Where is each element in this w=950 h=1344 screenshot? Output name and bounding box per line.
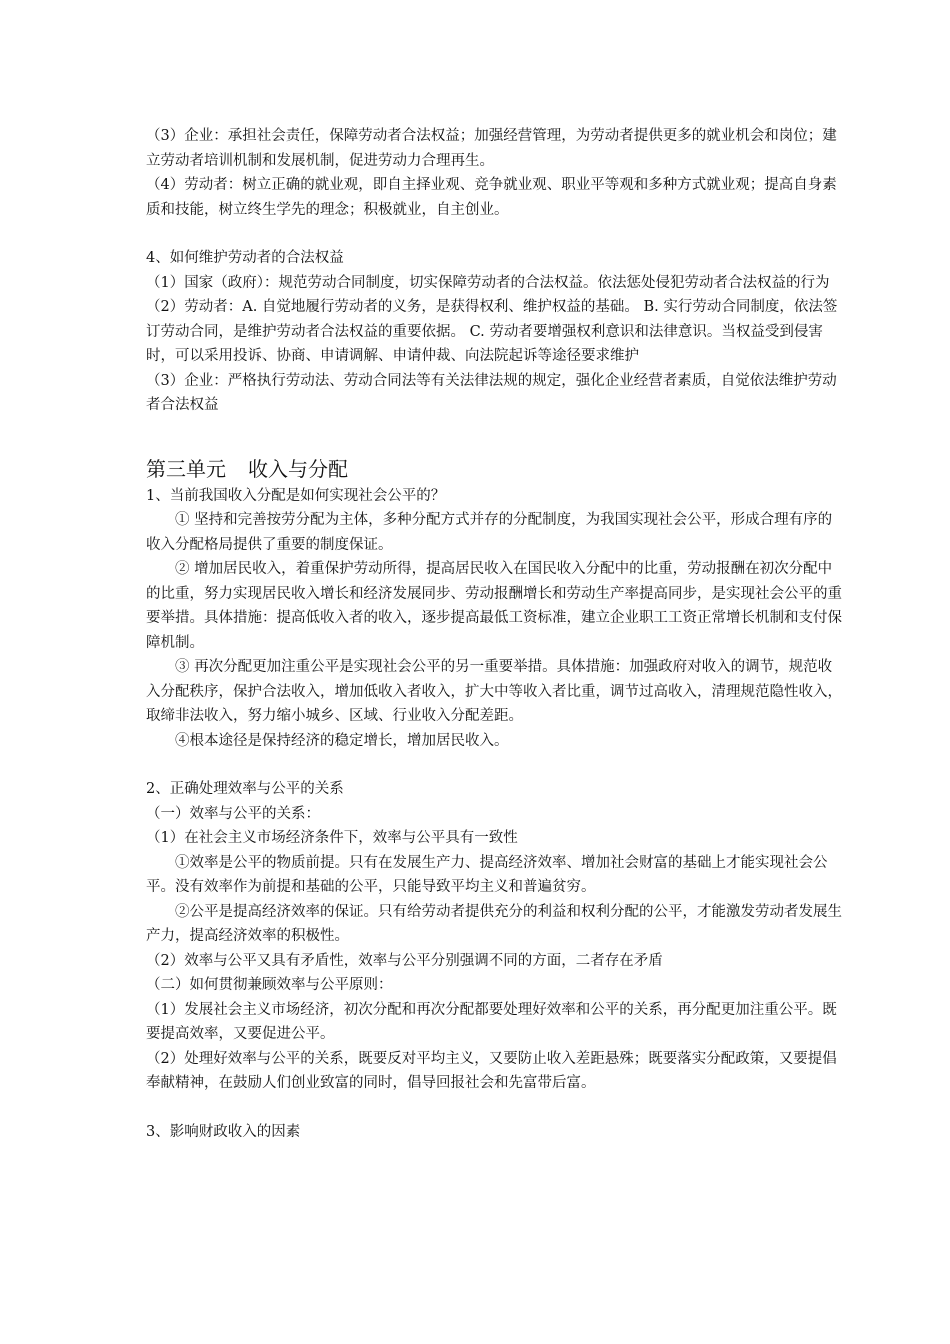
unit-number: 第三单元 bbox=[146, 456, 226, 481]
paragraph: （2）处理好效率与公平的关系，既要反对平均主义，又要防止收入差距悬殊；既要落实分配政策，又要提倡奉献精神，在鼓励人们创业致富的同时，倡导回报社会和先富带后富。 bbox=[146, 1050, 837, 1091]
document-page bbox=[146, 124, 846, 1144]
list-item: ① 坚持和完善按劳分配为主体，多种分配方式并存的分配制度，为我国实现社会公平，形成合理有序的收入分配格局提供了重要的制度保证。 bbox=[146, 512, 833, 553]
question-heading: 3、影响财政收入的因素 bbox=[146, 1123, 301, 1140]
question-heading: 1、当前我国收入分配是如何实现社会公平的？ bbox=[146, 487, 446, 504]
section-heading: 4、如何维护劳动者的合法权益 bbox=[146, 250, 344, 266]
paragraph: （2）劳动者：A. 自觉地履行劳动者的义务，是获得权利、维护权益的基础。 B. 实行劳动合同制度，依法签订劳动合同，是维护劳动者合法权益的重要依据。 C. 劳动者要增强权利意识和法律意识。当权益受到侵害时，可以采用投诉、协商、申请调解、申请仲裁、向法院起诉等途径要求维护 bbox=[146, 299, 838, 364]
sub-heading: （一）效率与公平的关系： bbox=[146, 805, 320, 822]
paragraph: （3）企业：严格执行劳动法、劳动合同法等有关法律法规的规定，强化企业经营者素质，自觉依法维护劳动者合法权益 bbox=[146, 372, 837, 413]
list-item: ④根本途径是保持经济的稳定增长，增加居民收入。 bbox=[175, 732, 509, 749]
paragraph: （1）发展社会主义市场经济，初次分配和再次分配都要处理好效率和公平的关系，再分配更加注重公平。既要提高效率，又要促进公平。 bbox=[146, 1001, 837, 1042]
sub-heading: （二）如何贯彻兼顾效率与公平原则： bbox=[146, 977, 393, 993]
unit-title bbox=[146, 454, 846, 484]
list-item: ③ 再次分配更加注重公平是实现社会公平的另一重要举措。具体措施：加强政府对收入的调节，规范收入分配秩序，保护合法收入，增加低收入者收入，扩大中等收入者比重，调节过高收入，清理规范隐性收入，取缔非法收入，努力缩小城乡、区域、行业收入分配差距。 bbox=[146, 659, 842, 724]
list-item: ② 增加居民收入，着重保护劳动所得，提高居民收入在国民收入分配中的比重，劳动报酬在初次分配中的比重，努力实现居民收入增长和经济发展同步、劳动报酬增长和劳动生产率提高同步，是实现社会公平的重要举措。具体措施：提高低收入者的收入，逐步提高最低工资标准，建立企业职工工资正常增长机制和支付保障机制。 bbox=[146, 561, 842, 651]
paragraph: （4）劳动者：树立正确的就业观，即自主择业观、竞争就业观、职业平等观和多种方式就业观；提高自身素质和技能，树立终生学先的理念；积极就业，自主创业。 bbox=[146, 177, 837, 218]
paragraph: （1）国家（政府）：规范劳动合同制度，切实保障劳动者的合法权益。依法惩处侵犯劳动者合法权益的行为 bbox=[146, 274, 830, 291]
paragraph: （3）企业：承担社会责任，保障劳动者合法权益；加强经营管理，为劳动者提供更多的就业机会和岗位；建立劳动者培训机制和发展机制，促进劳动力合理再生。 bbox=[146, 128, 837, 169]
list-item: ②公平是提高经济效率的保证。只有给劳动者提供充分的利益和权利分配的公平，才能激发劳动者发展生产力，提高经济效率的积极性。 bbox=[146, 903, 842, 944]
paragraph: （1）在社会主义市场经济条件下，效率与公平具有一致性 bbox=[146, 830, 518, 846]
unit-name: 收入与分配 bbox=[248, 456, 348, 481]
list-item: ①效率是公平的物质前提。只有在发展生产力、提高经济效率、增加社会财富的基础上才能实现社会公平。没有效率作为前提和基础的公平，只能导致平均主义和普遍贫穷。 bbox=[146, 854, 828, 895]
paragraph: （2）效率与公平又具有矛盾性，效率与公平分别强调不同的方面，二者存在矛盾 bbox=[146, 952, 663, 969]
question-heading: 2、正确处理效率与公平的关系 bbox=[146, 781, 344, 797]
